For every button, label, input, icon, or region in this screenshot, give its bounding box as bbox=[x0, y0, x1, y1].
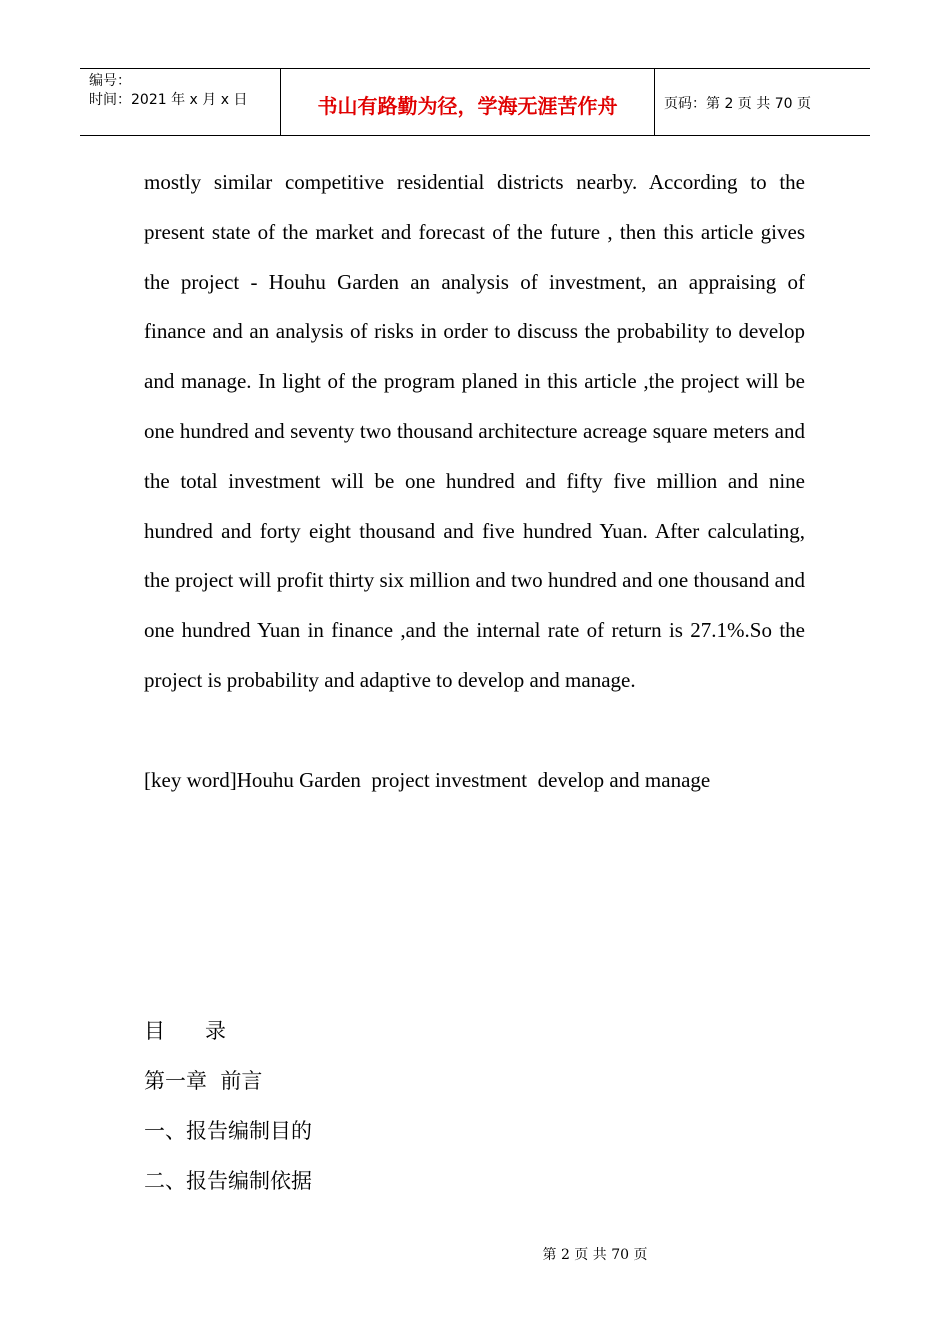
abstract-paragraph: mostly similar competitive residential districts nearby. According to the present state of the market and forecast of the future , then this article gives the project - Houhu Garden an analysis of investment, an appraising of finance and an analysis of risks in order to discuss the probability to develop and manage. In light of the program planed in this article ,the project will be one hundred and seventy two thousand architecture acreage square meters and the total investment will be one hundred and fifty five million and nine hundred and forty eight thousand and five hundred Yuan. After calculating, the project will profit thirty six million and two hundred and one thousand and one hundred Yuan in finance ,and the internal rate of return is 27.1%.So the project is probability and adaptive to develop and manage. bbox=[144, 170, 805, 692]
header-time: 时间：2021 年 x 月 x 日 bbox=[89, 92, 248, 108]
toc-item: 一、报告编制目的 bbox=[144, 1119, 312, 1143]
toc-item: 第一章 前言 bbox=[144, 1069, 263, 1093]
keywords-line: [key word]Houhu Garden project investment develop and manage bbox=[144, 768, 711, 792]
table-of-contents bbox=[144, 1006, 805, 1206]
header-page-info: 页码：第 2 页 共 70 页 bbox=[664, 96, 811, 112]
toc-title: 目 录 bbox=[144, 1019, 227, 1043]
header-number: 编号： bbox=[89, 73, 131, 89]
toc-item: 二、报告编制依据 bbox=[144, 1169, 312, 1193]
page-footer: 第 2 页 共 70 页 bbox=[542, 1247, 648, 1263]
header-motto: 书山有路勤为径，学海无涯苦作舟 bbox=[281, 69, 655, 135]
header-meta bbox=[80, 69, 281, 135]
page-header bbox=[80, 68, 870, 136]
